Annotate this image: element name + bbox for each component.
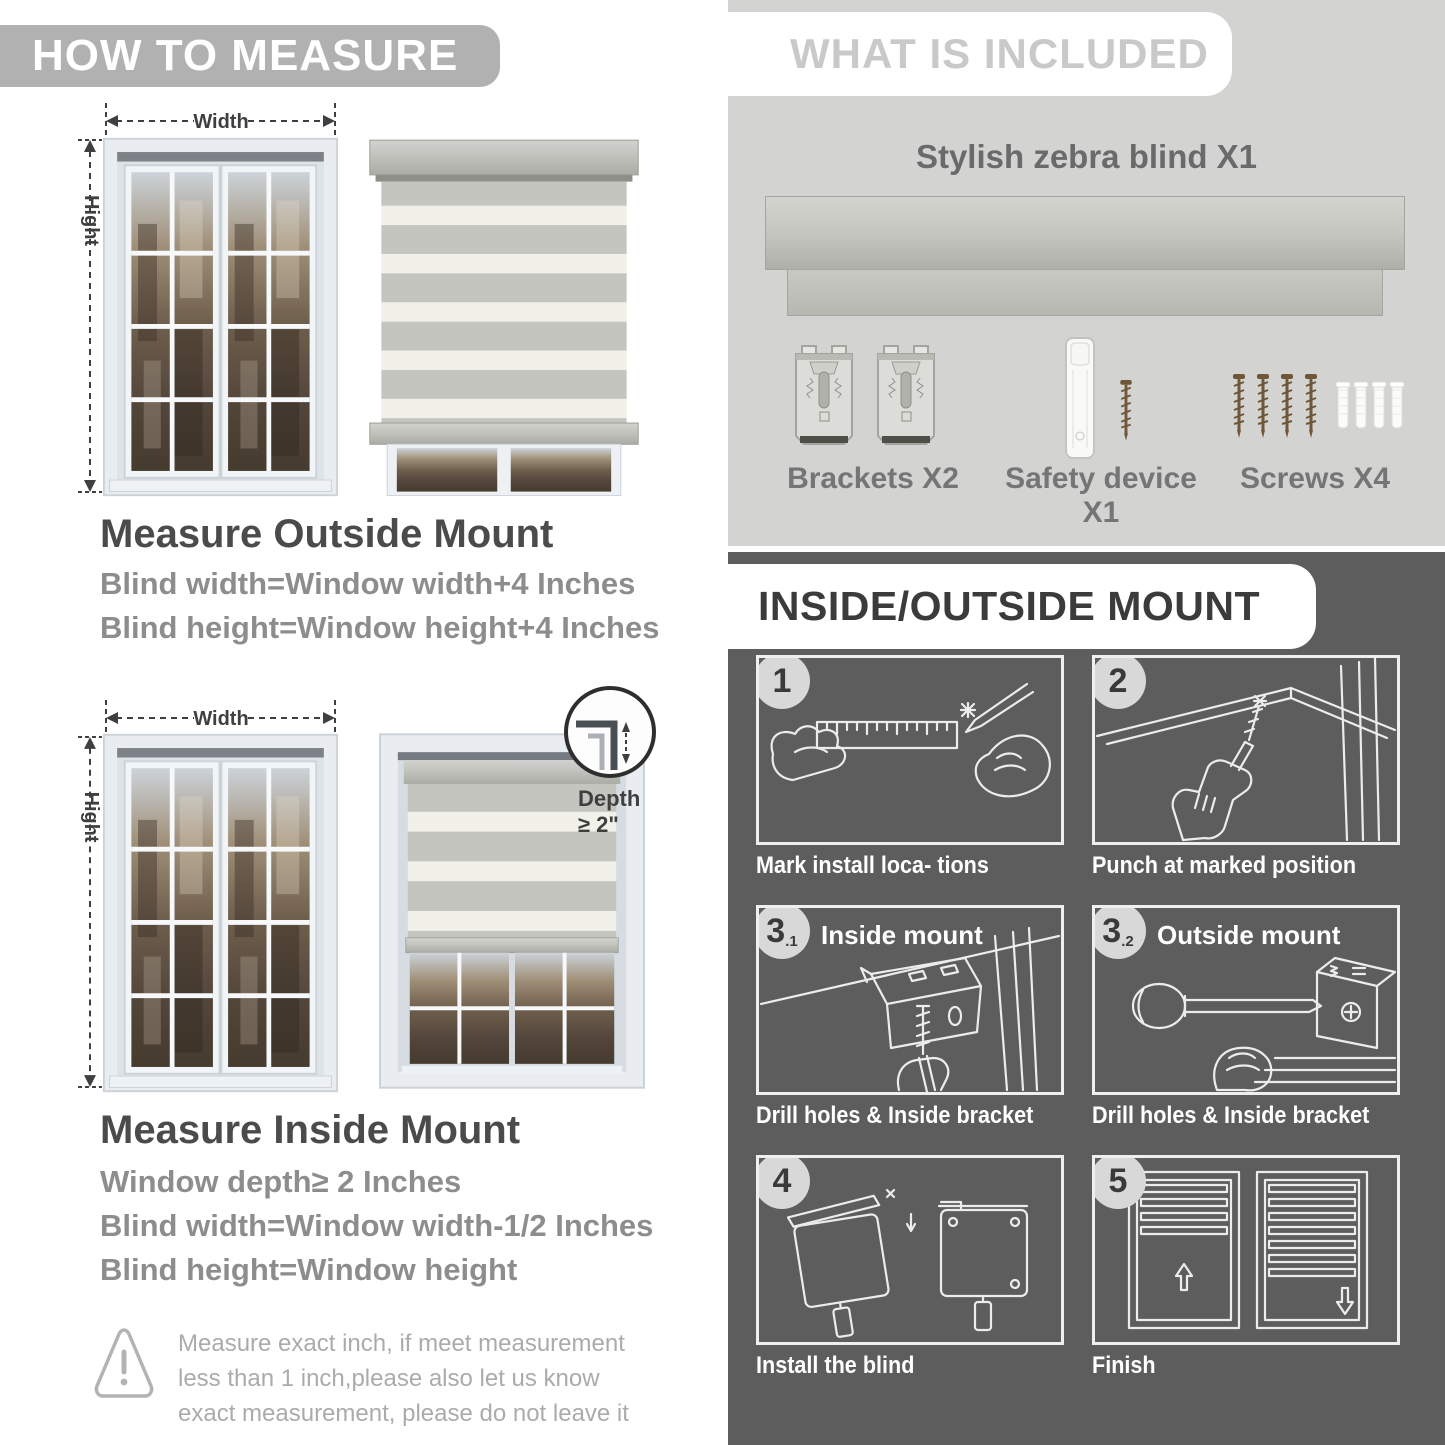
step-panel-1 bbox=[756, 655, 1064, 845]
depth-callout bbox=[564, 686, 656, 778]
screws-label: Screws X4 bbox=[1239, 462, 1391, 495]
inside-mount-figure bbox=[78, 698, 658, 1098]
outside-width-rule: Blind width=Window width+4 Inches bbox=[100, 566, 636, 601]
step-caption-3-1: Drill holes & Inside bracket bbox=[756, 1102, 1034, 1129]
step-subnumber: .2 bbox=[1121, 933, 1134, 950]
step-caption-3-2: Drill holes & Inside bracket bbox=[1092, 1102, 1370, 1129]
corner-zoom-icon bbox=[568, 690, 652, 774]
brackets-label: Brackets X2 bbox=[787, 462, 959, 495]
safety-device-label: Safety device X1 bbox=[1005, 462, 1197, 529]
inside-width-rule: Blind width=Window width-1/2 Inches bbox=[100, 1208, 654, 1243]
zebra-blind-photo bbox=[364, 123, 644, 501]
blind-headrail bbox=[765, 196, 1405, 270]
inside-depth-rule: Window depth≥ 2 Inches bbox=[100, 1164, 462, 1199]
width-label: Width bbox=[193, 111, 249, 133]
step-caption-5: Finish bbox=[1092, 1352, 1156, 1379]
measurement-note: Measure exact inch, if meet measurement less than 1 inch,please also let us know exact measurement, please do not leave it bbox=[178, 1330, 629, 1427]
window-photo bbox=[102, 730, 339, 1096]
height-label: Hight bbox=[80, 791, 102, 843]
step-panel-2 bbox=[1092, 655, 1400, 845]
step-number: 3 bbox=[766, 911, 786, 950]
height-label: Hight bbox=[80, 195, 102, 247]
mount-steps-section bbox=[728, 552, 1445, 1445]
blind-headrail-lower bbox=[787, 270, 1383, 316]
mount-steps-header: INSIDE/OUTSIDE MOUNT bbox=[728, 564, 1316, 649]
product-label: Stylish zebra blind X1 bbox=[915, 138, 1258, 175]
step-caption-2: Punch at marked position bbox=[1092, 852, 1357, 879]
step-number: 1 bbox=[772, 661, 792, 700]
step-number: 3 bbox=[1102, 911, 1122, 950]
outside-mount-heading: Measure Outside Mount bbox=[100, 512, 554, 556]
what-is-included-section bbox=[728, 0, 1445, 546]
inside-height-rule: Blind height=Window height bbox=[100, 1252, 518, 1287]
step-panel-5 bbox=[1092, 1155, 1400, 1345]
what-is-included-header: WHAT IS INCLUDED bbox=[728, 12, 1232, 96]
safety-device-icon bbox=[1058, 334, 1168, 464]
outside-height-rule: Blind height=Window height+4 Inches bbox=[100, 610, 660, 645]
how-to-measure-banner: HOW TO MEASURE bbox=[0, 25, 500, 87]
step-subnumber: .1 bbox=[785, 933, 798, 950]
inside-mount-heading: Measure Inside Mount bbox=[100, 1108, 521, 1152]
step-number: 5 bbox=[1108, 1161, 1128, 1200]
height-annotation bbox=[78, 734, 102, 1090]
outside-mount-figure bbox=[78, 103, 644, 503]
step-panel-3-1 bbox=[756, 905, 1064, 1095]
height-annotation bbox=[78, 137, 102, 495]
window-photo bbox=[102, 133, 339, 501]
brackets-icon bbox=[790, 340, 940, 454]
step-inner-label: Inside mount bbox=[821, 920, 983, 950]
warning-icon bbox=[92, 1322, 156, 1404]
step-panel-3-2 bbox=[1092, 905, 1400, 1095]
depth-label: Depth ≥ 2" bbox=[578, 786, 641, 837]
step-panel-4 bbox=[756, 1155, 1064, 1345]
step-inner-label: Outside mount bbox=[1157, 920, 1341, 950]
screws-icon bbox=[1225, 366, 1405, 458]
step-caption-4: Install the blind bbox=[756, 1352, 915, 1379]
step-number: 4 bbox=[772, 1161, 792, 1200]
step-number: 2 bbox=[1108, 661, 1128, 700]
step-caption-1: Mark install loca- tions bbox=[756, 852, 989, 879]
width-label: Width bbox=[193, 708, 249, 730]
